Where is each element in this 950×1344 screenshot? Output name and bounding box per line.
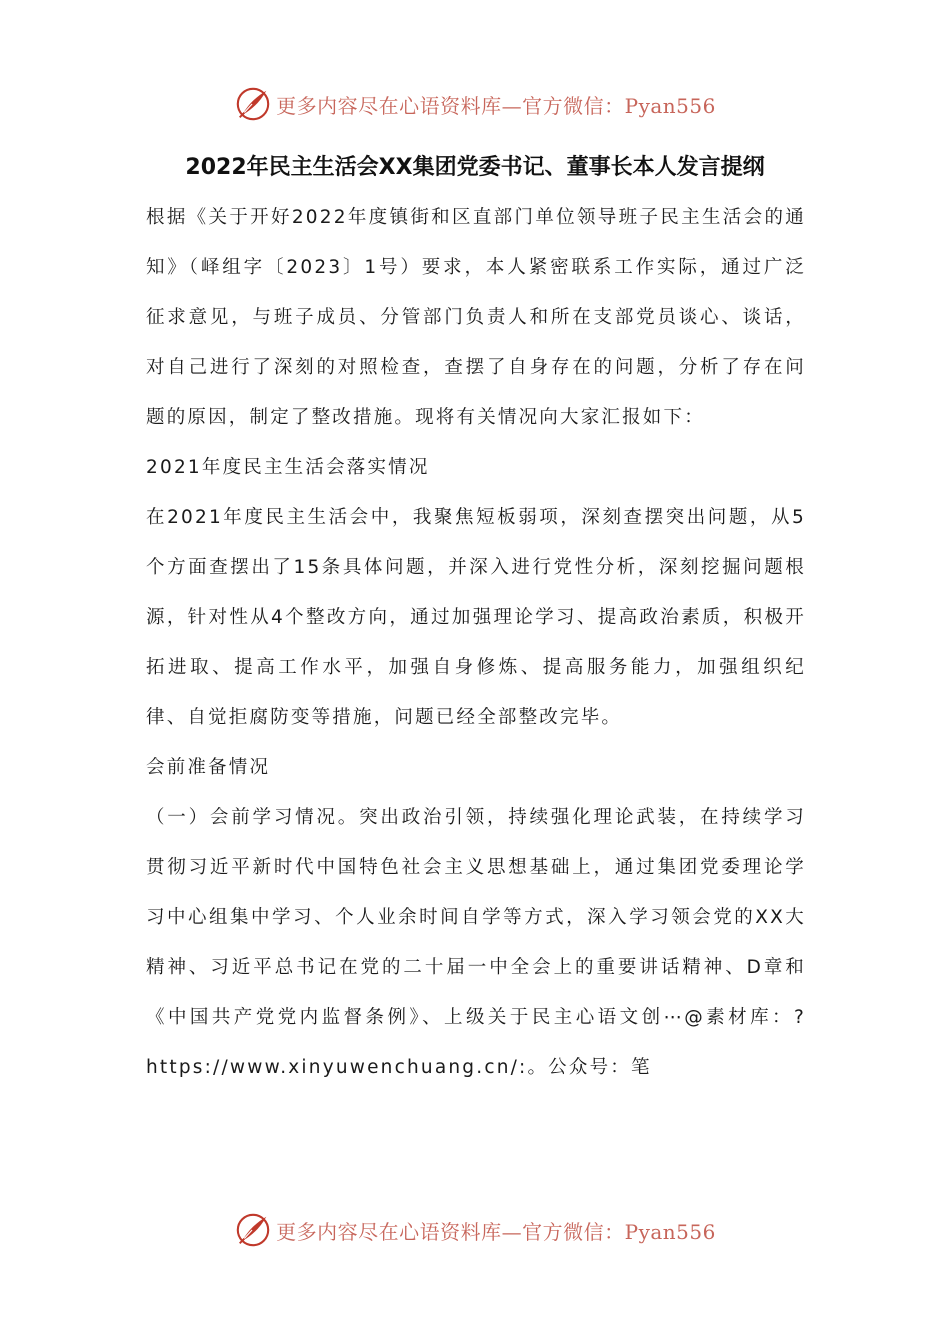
section-heading-2021: 2021年度民主生活会落实情况 — [146, 457, 430, 478]
quill-logo-icon — [234, 85, 272, 123]
paragraph-2021-implementation: 在2021年度民主生活会中，我聚焦短板弱项，深刻查摆突出问题，从5个方面查摆出了15条具体问题，并深入进行党性分析，深刻挖掘问题根源，针对性从4个整改方向，通过加强理论学习、提高政治素质，积极开拓进取、提高工作水平，加强自身修炼、提高服务能力，加强组织纪律、自觉拒腐防变等措施，问题已经全部整改完毕。 — [146, 507, 806, 728]
watermark-banner-top — [0, 82, 950, 126]
watermark-text: 更多内容尽在心语资料库—官方微信：Pyan556 — [276, 1219, 716, 1244]
document-body — [146, 193, 806, 1093]
document-title: 2022年民主生活会XX集团党委书记、董事长本人发言提纲 — [185, 155, 765, 180]
watermark-banner-bottom — [0, 1208, 950, 1252]
paragraph-intro: 根据《关于开好2022年度镇街和区直部门单位领导班子民主生活会的通知》（峄组字〔2023〕1号）要求，本人紧密联系工作实际，通过广泛征求意见，与班子成员、分管部门负责人和所在支部党员谈心、谈话，对自己进行了深刻的对照检查，查摆了自身存在的问题，分析了存在问题的原因，制定了整改措施。现将有关情况向大家汇报如下： — [146, 207, 806, 428]
paragraph-pre-meeting-study: （一）会前学习情况。突出政治引领，持续强化理论武装，在持续学习贯彻习近平新时代中国特色社会主义思想基础上，通过集团党委理论学习中心组集中学习、个人业余时间自学等方式，深入学习领会党的XX大精神、习近平总书记在党的二十届一中全会上的重要讲话精神、D章和《中国共产党党内监督条例》、上级关于民主心语文创⋯@素材库：?https://www.xinyuwenchuang.cn/:。公众号：笔 — [146, 807, 806, 1078]
quill-logo-icon — [234, 1211, 272, 1249]
watermark-text: 更多内容尽在心语资料库—官方微信：Pyan556 — [276, 93, 716, 118]
section-heading-preparation: 会前准备情况 — [146, 757, 271, 778]
